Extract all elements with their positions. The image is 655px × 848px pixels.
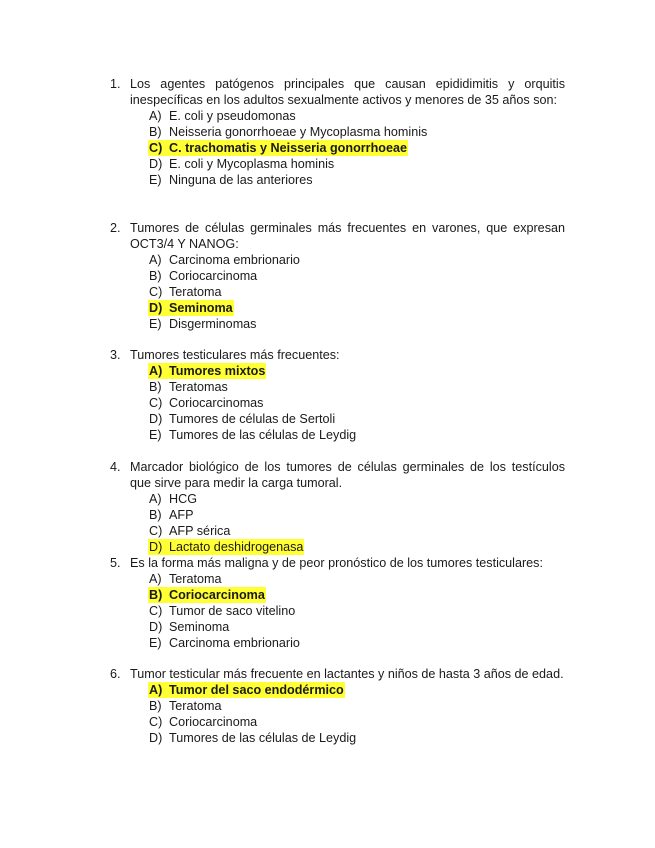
option-d: D) Seminoma (149, 620, 230, 634)
option-d-correct-answer: D) Lactato deshidrogenasa (149, 540, 304, 554)
option-d: D) Tumores de células de Sertoli (149, 412, 336, 426)
question-number: 2. (110, 221, 121, 235)
question-3 (110, 347, 565, 443)
option-d: D) E. coli y Mycoplasma hominis (149, 157, 335, 171)
option-list (148, 682, 565, 746)
option-list (148, 491, 565, 555)
option-c: C) Teratoma (149, 285, 222, 299)
question-1 (110, 76, 565, 188)
question-number: 6. (110, 667, 121, 681)
option-a-correct-answer: A) Tumores mixtos (149, 364, 266, 378)
option-a: A) Carcinoma embrionario (149, 253, 300, 267)
option-c: C) Coriocarcinoma (149, 715, 258, 729)
option-c: C) Coriocarcinomas (149, 396, 264, 410)
option-a-correct-answer: A) Tumor del saco endodérmico (149, 683, 344, 697)
question-number: 3. (110, 348, 121, 362)
option-c-correct-answer: C) C. trachomatis y Neisseria gonorrhoeae (149, 141, 407, 155)
question-4 (110, 459, 565, 555)
question-number: 4. (110, 460, 121, 474)
option-e: E) Disgerminomas (149, 317, 257, 331)
question-5 (110, 555, 565, 651)
option-b: B) Neisseria gonorrhoeae y Mycoplasma hominis (149, 125, 428, 139)
option-b-correct-answer: B) Coriocarcinoma (149, 588, 265, 602)
question-text: Tumores de células germinales más frecuentes en varones, que expresan OCT3/4 Y NANOG: (130, 221, 565, 251)
question-text: Es la forma más maligna y de peor pronóstico de los tumores testiculares: (130, 556, 543, 570)
option-e: E) Carcinoma embrionario (149, 636, 300, 650)
option-b: B) Teratomas (149, 380, 228, 394)
option-b: B) Coriocarcinoma (149, 269, 258, 283)
option-d: D) Tumores de las células de Leydig (149, 731, 357, 745)
question-number: 1. (110, 77, 121, 91)
option-a: A) E. coli y pseudomonas (149, 109, 296, 123)
question-number: 5. (110, 556, 121, 570)
option-list (148, 108, 565, 188)
option-list (148, 363, 565, 443)
option-d-correct-answer: D) Seminoma (149, 301, 233, 315)
option-list (148, 252, 565, 332)
option-list (148, 571, 565, 651)
option-e: E) Ninguna de las anteriores (149, 173, 313, 187)
question-text: Marcador biológico de los tumores de células germinales de los testículos que sirve para medir la carga tumoral. (130, 460, 565, 490)
question-text: Tumores testiculares más frecuentes: (130, 348, 340, 362)
question-text: Los agentes patógenos principales que causan epididimitis y orquitis inespecíficas en los adultos sexualmente activos y menores de 35 años son: (130, 77, 565, 107)
option-c: C) AFP sérica (149, 524, 231, 538)
option-a: A) Teratoma (149, 572, 222, 586)
option-a: A) HCG (149, 492, 197, 506)
option-b: B) AFP (149, 508, 194, 522)
question-6 (110, 666, 565, 746)
option-c: C) Tumor de saco vitelino (149, 604, 296, 618)
option-e: E) Tumores de las células de Leydig (149, 428, 357, 442)
question-2 (110, 220, 565, 332)
option-b: B) Teratoma (149, 699, 222, 713)
question-text: Tumor testicular más frecuente en lactantes y niños de hasta 3 años de edad. (130, 667, 564, 681)
